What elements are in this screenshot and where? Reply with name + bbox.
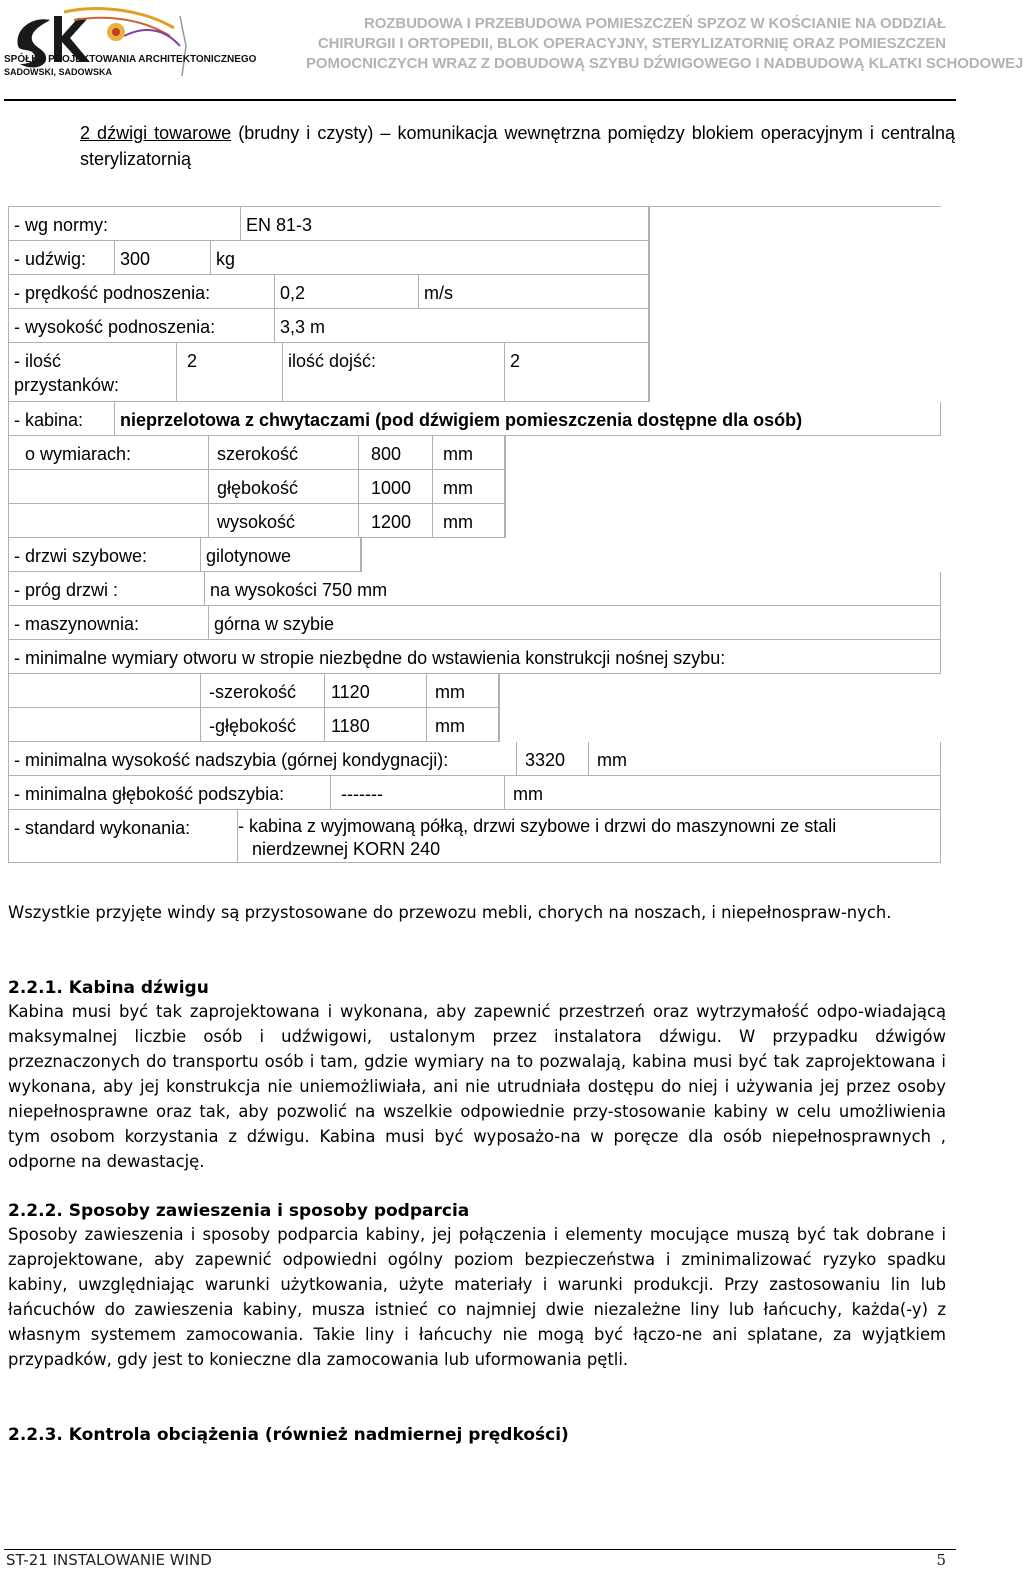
section-number: 2.2.3. <box>8 1425 63 1445</box>
header-rule <box>4 99 956 101</box>
glebokosc-label: głębokość <box>209 470 359 503</box>
table-row <box>9 275 650 309</box>
udzwig-unit: kg <box>211 241 649 274</box>
dojscia-label: ilość dojść: <box>283 343 505 401</box>
wysokosc-kabiny-label: wysokość <box>209 504 359 537</box>
wysokosc-kabiny-value: 1200 <box>359 504 433 537</box>
przystanki-label-1: - ilość <box>14 351 62 371</box>
otwor-szer-value: 1120 <box>325 674 427 707</box>
section-heading-zawieszenie <box>8 1199 469 1223</box>
header-line-3: POMOCNICZYCH WRAZ Z DOBUDOWĄ SZYBU DŹWIGOWEGO I NADBUDOWĄ KLATKI SCHODOWEJ <box>306 55 1023 72</box>
predkosc-unit: m/s <box>419 275 649 308</box>
standard-value <box>238 810 940 862</box>
table-row <box>9 742 941 776</box>
table-row <box>9 572 941 606</box>
table-row <box>9 241 650 275</box>
table-row <box>9 708 500 742</box>
podszybie-label: - minimalna głębokość podszybia: <box>9 776 331 809</box>
przystanki-value: 2 <box>177 343 283 401</box>
szerokosc-value: 800 <box>359 436 433 469</box>
section-heading-kontrola <box>8 1423 569 1447</box>
norma-value: EN 81-3 <box>241 207 649 240</box>
otwor-szer-unit: mm <box>427 674 499 707</box>
nadszybie-unit: mm <box>597 750 627 770</box>
nadszybie-value: 3320 <box>517 742 589 775</box>
intro-paragraph <box>80 120 955 172</box>
paragraph-zawieszenie: Sposoby zawieszenia i sposoby podparcia kabiny, jej połączenia i elementy mocujące muszą być tak dobrane i zaprojektowane, aby zapewnić odpowiedni ogólny poziom bezpieczeństwa i zminimalizować ryzyko spadku kabiny, uwzględniając warunki użytkowania, użyte materiały i warunki produkcji. Przy zastosowaniu lin lub łańcuchów do zawieszenia kabiny, musza istnieć co najmniej dwie niezależne liny lub łańcuchy, każda(-y) z własnym systemem zamocowania. Takie liny i łańcuchy nie mogą być łączo-ne ani splatane, za wyjątkiem przypadków, gdy jest to konieczne dla zamocowania lub uformowania pętli. <box>8 1225 946 1369</box>
intro-rest: (brudny i czysty) – komunikacja wewnętrzna pomiędzy blokiem operacyjnym i centralną sterylizatornią <box>80 123 955 169</box>
wysokosc-label: - wysokość podnoszenia: <box>9 309 275 342</box>
table-row <box>9 640 941 674</box>
standard-label: - standard wykonania: <box>9 810 238 862</box>
table-row <box>9 810 941 863</box>
table-row <box>9 343 650 402</box>
standard-value-2: nierdzewnej KORN 240 <box>252 839 441 859</box>
table-row <box>9 776 941 810</box>
udzwig-label: - udźwig: <box>9 241 115 274</box>
header-title <box>306 14 1023 74</box>
szerokosc-label: szerokość <box>209 436 359 469</box>
company-logo <box>4 6 257 82</box>
section-number: 2.2.2. <box>8 1201 63 1221</box>
podszybie-unit: mm <box>513 784 543 804</box>
table-row <box>9 470 506 504</box>
maszynownia-label: - maszynownia: <box>9 606 209 639</box>
norma-label: - wg normy: <box>9 207 241 240</box>
section-heading-kabina <box>8 976 209 1000</box>
przystanki-label-2: przystanków: <box>14 375 120 395</box>
otwor-szer-label: -szerokość <box>201 674 325 707</box>
paragraph-windy: Wszystkie przyjęte windy są przystosowane do przewozu mebli, chorych na noszach, i niepełnospraw-nych. <box>8 903 892 922</box>
predkosc-value: 0,2 <box>275 275 419 308</box>
otwor-gleb-value: 1180 <box>325 708 427 741</box>
header-line-1: ROZBUDOWA I PRZEBUDOWA POMIESZCZEŃ SPZOZ W KOŚCIANIE NA ODDZIAŁ <box>363 15 946 32</box>
header-line-2: CHIRURGII I ORTOPEDII, BLOK OPERACYJNY, STERYLIZATORNIĘ ORAZ POMIESZCZEN <box>317 35 946 52</box>
section-title: Kontrola obciążenia (również nadmiernej prędkości) <box>68 1425 569 1445</box>
udzwig-value: 300 <box>115 241 211 274</box>
table-row <box>9 538 362 572</box>
table-row <box>9 436 506 470</box>
table-row <box>9 606 941 640</box>
page-number: 5 <box>936 1551 946 1569</box>
wysokosc-value: 3,3 m <box>275 309 649 342</box>
wysokosc-kabiny-unit: mm <box>433 504 505 537</box>
predkosc-label: - prędkość podnoszenia: <box>9 275 275 308</box>
table-row <box>9 504 506 538</box>
kabina-value: nieprzelotowa z chwytaczami (pod dźwigiem pomieszczenia dostępne dla osób) <box>120 410 803 430</box>
prog-value: na wysokości 750 mm <box>210 580 388 600</box>
otwor-gleb-unit: mm <box>427 708 499 741</box>
drzwi-label: - drzwi szybowe: <box>9 538 201 571</box>
table-row <box>9 402 941 436</box>
glebokosc-value: 1000 <box>359 470 433 503</box>
szerokosc-unit: mm <box>433 436 505 469</box>
drzwi-value: gilotynowe <box>201 538 361 571</box>
spec-table <box>8 206 941 863</box>
table-row <box>9 309 650 343</box>
nadszybie-label: - minimalna wysokość nadszybia (górnej kondygnacji): <box>9 742 517 775</box>
maszynownia-value: górna w szybie <box>214 614 335 634</box>
glebokosc-unit: mm <box>433 470 505 503</box>
section-number: 2.2.1. <box>8 978 63 998</box>
table-row <box>9 674 500 708</box>
kabina-label: - kabina: <box>9 402 115 435</box>
logo-line-2: SADOWSKI, SADOWSKA <box>4 67 112 77</box>
table-row <box>9 207 650 241</box>
otwor-label: - minimalne wymiary otworu w stropie niezbędne do wstawienia konstrukcji nośnej szybu: <box>14 648 726 668</box>
standard-value-1: - kabina z wyjmowaną półką, drzwi szybowe i drzwi do maszynowni ze stali <box>238 816 837 836</box>
wymiary-label: o wymiarach: <box>9 436 209 469</box>
section-title: Kabina dźwigu <box>68 978 209 998</box>
footer-doc-code: ST-21 INSTALOWANIE WIND <box>6 1551 212 1569</box>
dojscia-value: 2 <box>505 343 649 401</box>
section-title: Sposoby zawieszenia i sposoby podparcia <box>68 1201 470 1221</box>
logo-line-1: SPÓŁKA PROJEKTOWANIA ARCHITEKTONICZNEGO <box>4 54 257 65</box>
otwor-gleb-label: -głębokość <box>201 708 325 741</box>
przystanki-label <box>9 343 177 401</box>
prog-label: - próg drzwi : <box>9 572 205 605</box>
intro-underlined: 2 dźwigi towarowe <box>80 123 232 143</box>
footer-rule <box>4 1549 956 1550</box>
podszybie-value: ------- <box>331 776 505 809</box>
paragraph-kabina: Kabina musi być tak zaprojektowana i wykonana, aby zapewnić przestrzeń oraz wytrzymałość odpo-wiadającą maksymalnej liczbie osób i udźwigowi, ustalonym przez instalatora dźwigu. W przypadku dźwigów przeznaczonych do transportu osób i tam, gdzie wymiary na to pozwalają, kabina musi być tak zaprojektowana i wykonana, aby jej konstrukcja nie uniemożliwiała, ani nie utrudniała dostępu do niej i używania jej przez osoby niepełnosprawne oraz tak, aby pozwolić na wszelkie odpowiednie przy-stosowanie kabiny w celu umożliwienia tym osobom korzystania z dźwigu. Kabina musi być wyposażo-na w poręcze dla osób niepełnosprawnych , odporne na dewastację. <box>8 1002 946 1171</box>
